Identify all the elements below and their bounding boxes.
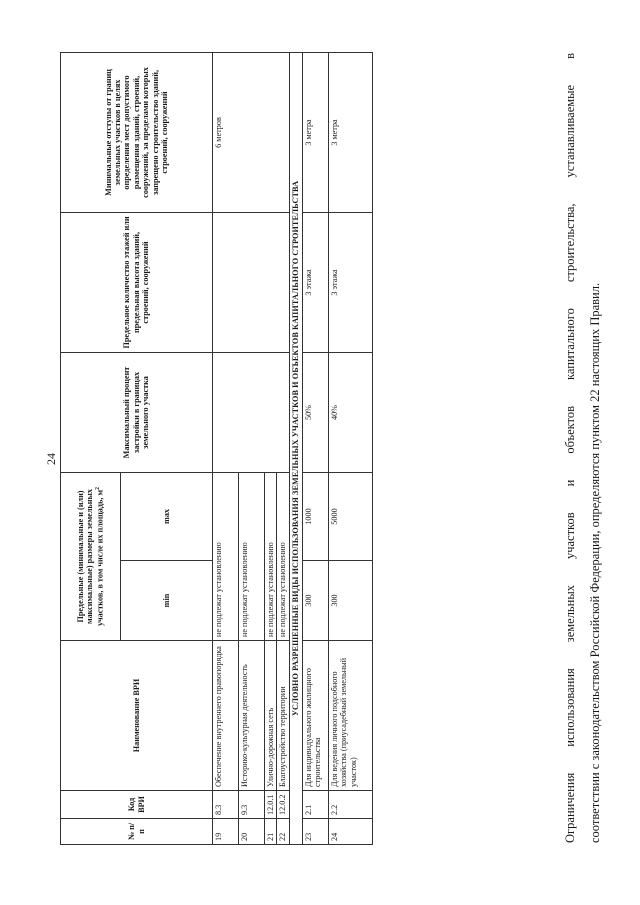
row-floors-merged bbox=[213, 212, 290, 352]
row-name: Для индивидуального жилищного строительства bbox=[302, 641, 328, 791]
row-name: Обеспечение внутреннего правопорядка bbox=[213, 641, 239, 791]
row-max: 1000 bbox=[302, 472, 328, 560]
row-code: 2.2 bbox=[328, 791, 372, 819]
row-code: 9.3 bbox=[239, 791, 265, 819]
row-min: 300 bbox=[302, 561, 328, 641]
row-num: 23 bbox=[302, 819, 328, 845]
row-num: 19 bbox=[213, 819, 239, 845]
land-use-regulations-table bbox=[60, 52, 373, 845]
table-row bbox=[328, 52, 372, 844]
row-setback: 6 метров bbox=[213, 52, 290, 212]
row-num: 24 bbox=[328, 819, 372, 845]
row-num: 21 bbox=[265, 819, 277, 845]
header-num: № п/п bbox=[61, 819, 213, 845]
row-floors: 3 этажа bbox=[302, 212, 328, 352]
header-max: max bbox=[121, 472, 213, 560]
row-sizes: не подлежат установлению bbox=[213, 472, 239, 640]
row-code: 12.0.1 bbox=[265, 791, 277, 819]
row-min: 300 bbox=[328, 561, 372, 641]
row-floors: 3 этажа bbox=[328, 212, 372, 352]
row-name: Благоустройство территории bbox=[277, 641, 289, 791]
row-sizes: не подлежат установлению bbox=[239, 472, 265, 640]
page-number: 24 bbox=[44, 453, 58, 465]
header-code: Код ВРИ bbox=[61, 791, 213, 819]
section-header-row bbox=[289, 52, 302, 844]
row-num: 22 bbox=[277, 819, 289, 845]
row-name: Для ведения личного подсобного хозяйства (приусадебный земельный участок) bbox=[328, 641, 372, 791]
header-min: min bbox=[121, 561, 213, 641]
header-size-group-text: Предельные (минимальные и (или) максимальные) размеры земельных участков, в том числе их площадь, м bbox=[76, 489, 105, 627]
row-percent: 50% bbox=[302, 352, 328, 472]
header-setback: Минимальные отступы от границ земельных участков в целях определения мест допустимого размещения зданий, строений, сооружений, за пределами которых запрещено строительство зданий, строений, сооружений bbox=[61, 52, 213, 212]
row-code: 2.1 bbox=[302, 791, 328, 819]
row-code: 8.3 bbox=[213, 791, 239, 819]
header-size-group bbox=[61, 472, 121, 640]
table-row bbox=[302, 52, 328, 844]
header-name: Наименование ВРИ bbox=[61, 641, 213, 791]
footnote-line-2: соответствии с законодательством Российской Федерации, определяются пунктом 22 настоящих Правил. bbox=[588, 282, 602, 843]
header-size-group-sup: 2 bbox=[94, 486, 101, 490]
row-percent: 40% bbox=[328, 352, 372, 472]
row-sizes: не подлежат установлению bbox=[265, 472, 277, 640]
table-row bbox=[213, 52, 239, 844]
row-sizes: не подлежат установлению bbox=[277, 472, 289, 640]
footnote-line-1: Ограничения использования земельных участков и объектов капитального строительства, устанавливаемые в bbox=[563, 53, 577, 843]
row-max: 5000 bbox=[328, 472, 372, 560]
header-floors: Предельное количество этажей или предельная высота зданий, строений, сооружений bbox=[61, 212, 213, 352]
row-name: Улично-дорожная сеть bbox=[265, 641, 277, 791]
row-num: 20 bbox=[239, 819, 265, 845]
header-percent: Максимальный процент застройки в границах земельного участка bbox=[61, 352, 213, 472]
row-percent-merged bbox=[213, 352, 290, 472]
section-title: УСЛОВНО РАЗРЕШЕННЫЕ ВИДЫ ИСПОЛЬЗОВАНИЯ ЗЕМЕЛЬНЫХ УЧАСТКОВ И ОБЪЕКТОВ КАПИТАЛЬНОГО СТРОИТЕЛЬСТВА bbox=[289, 52, 302, 844]
row-setback: 3 метра bbox=[328, 52, 372, 212]
row-name: Историко-культурная деятельность bbox=[239, 641, 265, 791]
row-code: 12.0.2 bbox=[277, 791, 289, 819]
row-setback: 3 метра bbox=[302, 52, 328, 212]
